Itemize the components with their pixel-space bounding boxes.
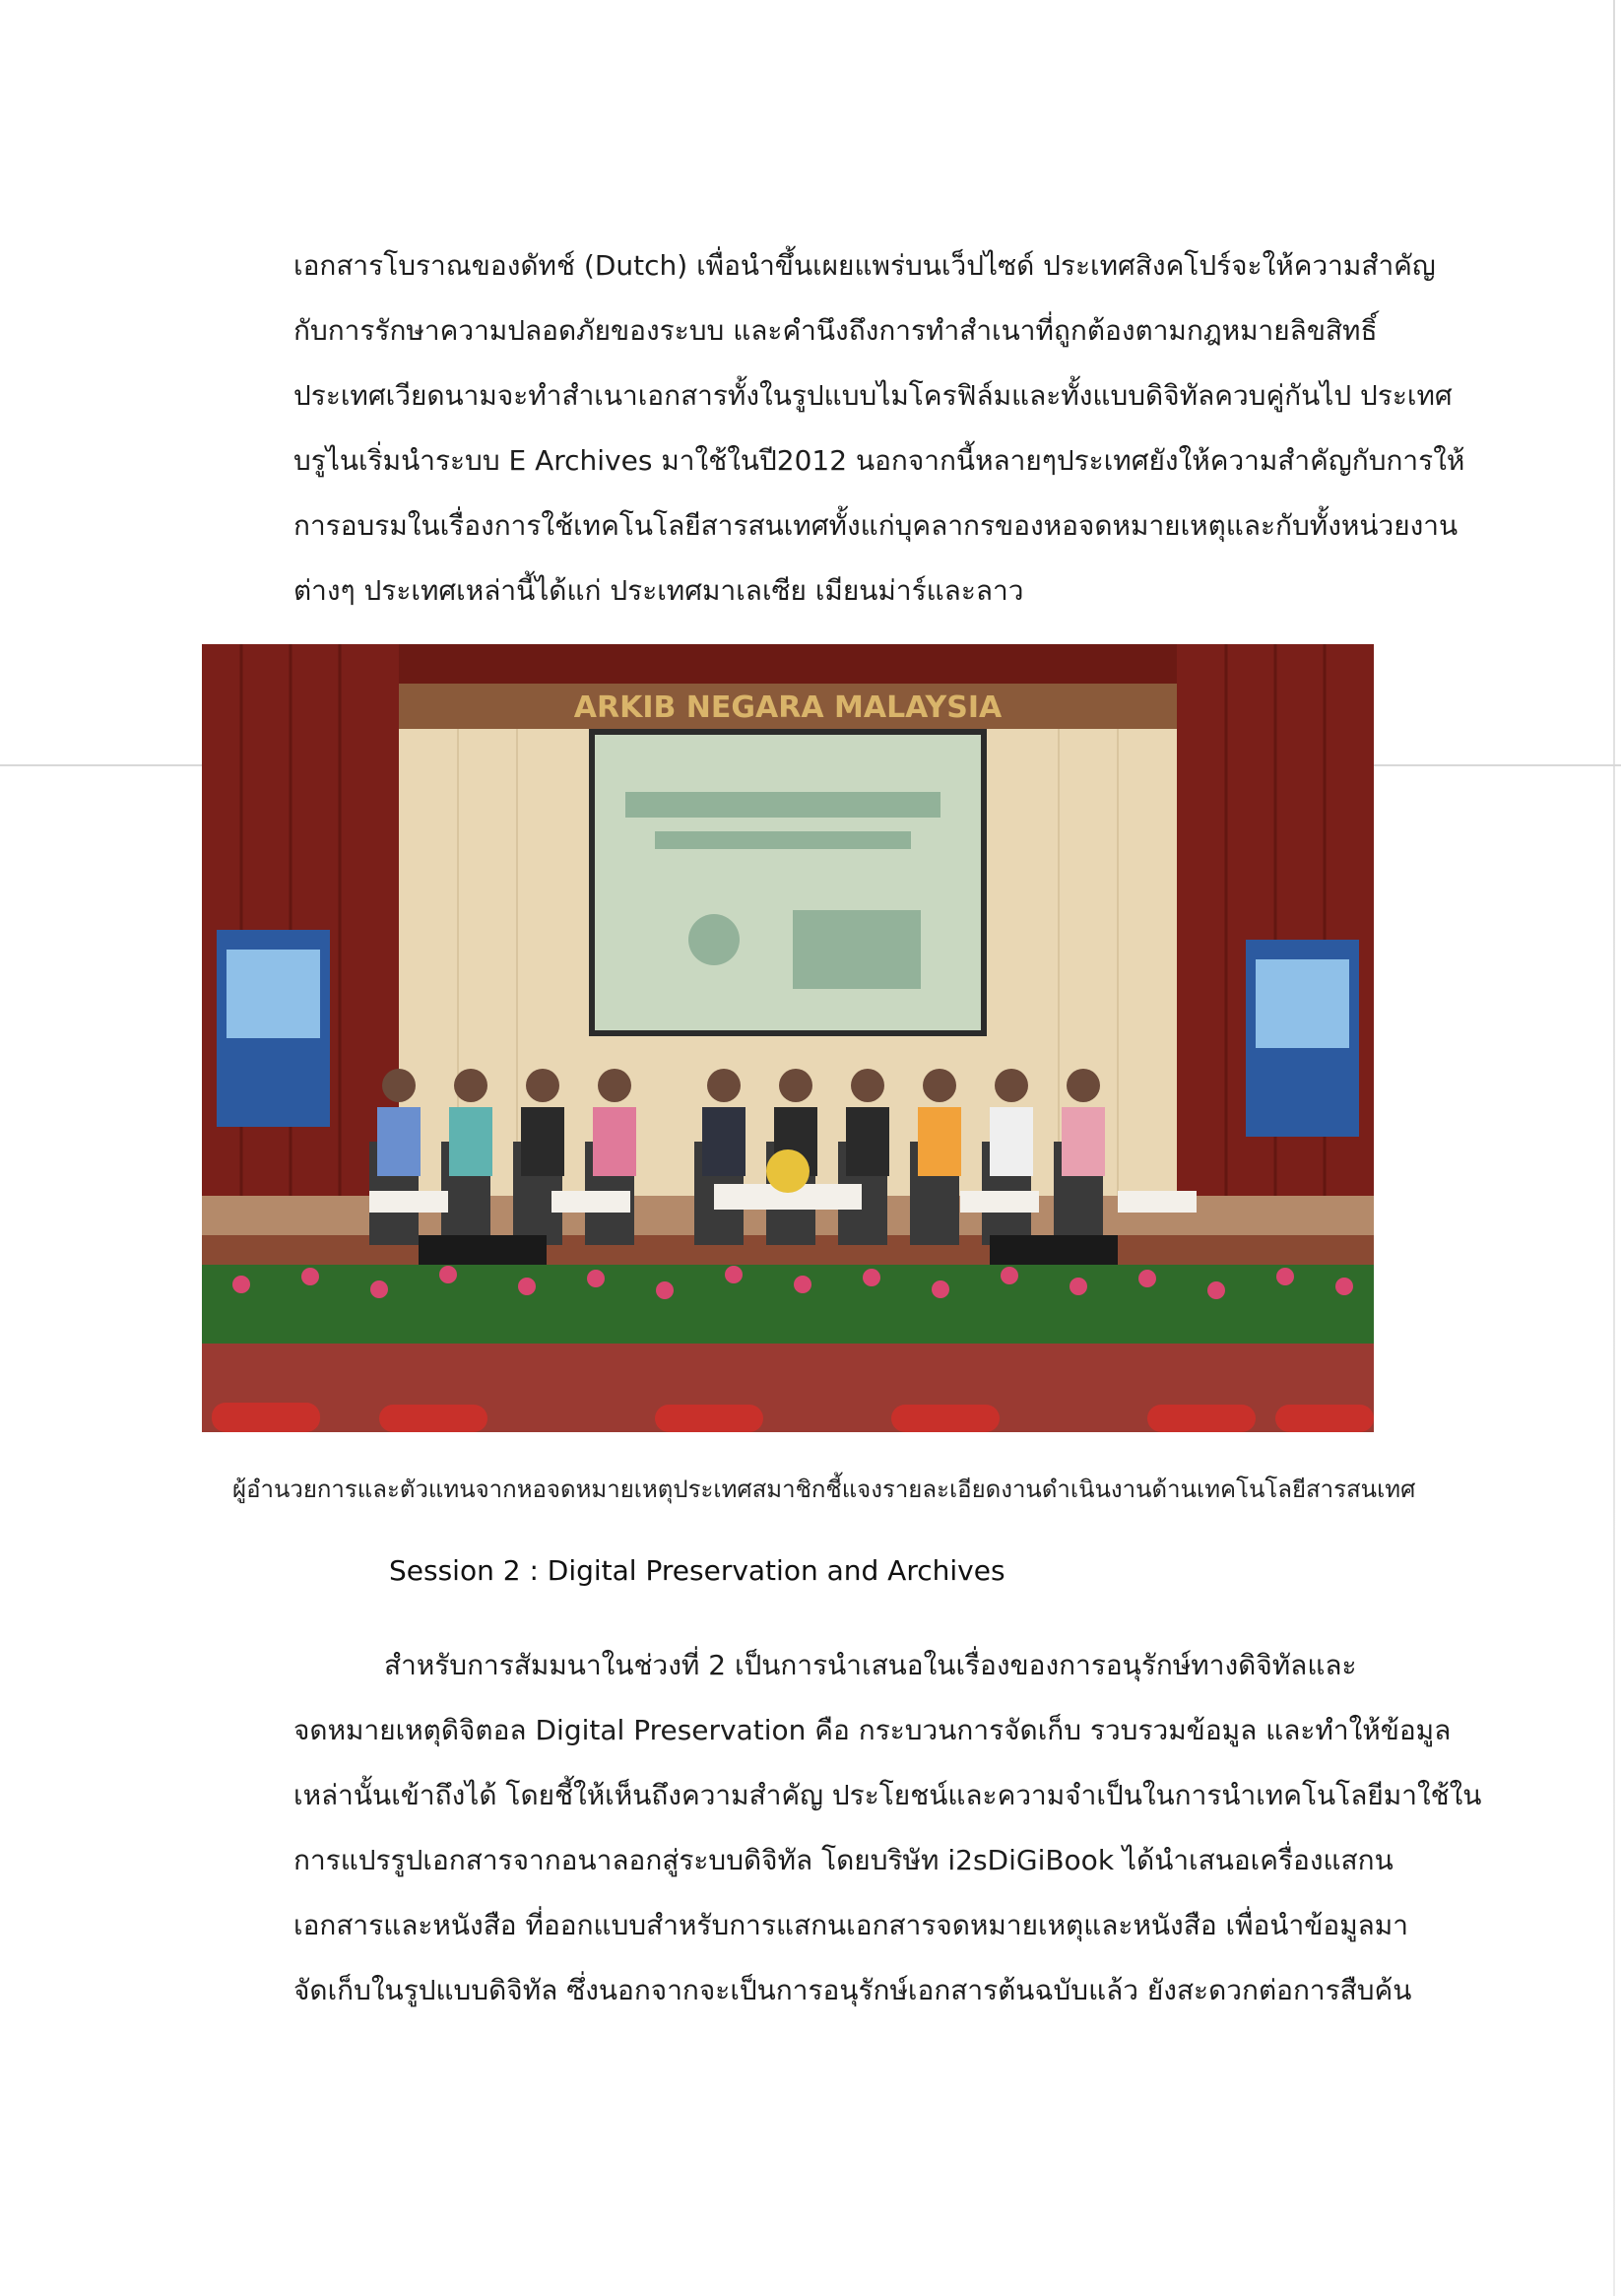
stage-foliage: [202, 1265, 1374, 1344]
side-table: [1118, 1191, 1197, 1213]
paragraph-line: เอกสารโบราณของดัทช์ (Dutch) เพื่อนำขึ้นเผยแพร่บนเว็ปไซด์ ประเทศสิงคโปร์จะให้ความสำคัญ: [293, 249, 1436, 282]
paragraph-line: จดหมายเหตุดิจิตอล Digital Preservation คือ กระบวนการจัดเก็บ รวบรวมข้อมูล และทำให้ข้อมูล: [293, 1714, 1452, 1746]
paragraph-line: เอกสารและหนังสือ ที่ออกแบบสำหรับการแสกนเอกสารจดหมายเหตุและหนังสือ เพื่อนำข้อมูลมา: [293, 1909, 1408, 1941]
side-table: [369, 1191, 448, 1213]
photo-caption: ผู้อำนวยการและตัวแทนจากหอจดหมายเหตุประเทศสมาชิกชี้แจงรายละเอียดงานดำเนินงานด้านเทคโนโลยีสารสนเทศ: [232, 1476, 1416, 1503]
paragraph-line: ต่างๆ ประเทศเหล่านี้ได้แก่ ประเทศมาเลเซีย เมียนม่าร์และลาว: [293, 574, 1024, 607]
paragraph-line: จัดเก็บในรูปแบบดิจิทัล ซึ่งนอกจากจะเป็นการอนุรักษ์เอกสารต้นฉบับแล้ว ยังสะดวกต่อการสืบค้น: [293, 1974, 1412, 2006]
seminar-photo: [202, 644, 1374, 1432]
side-table: [551, 1191, 630, 1213]
paragraph-line: การแปรรูปเอกสารจากอนาลอกสู่ระบบดิจิทัล โดยบริษัท i2sDiGiBook ได้นำเสนอเครื่องแสกน: [293, 1844, 1394, 1876]
side-table: [960, 1191, 1039, 1213]
paragraph-line: เหล่านั้นเข้าถึงได้ โดยชี้ให้เห็นถึงความสำคัญ ประโยชน์และความจำเป็นในการนำเทคโนโลยีมาใช้ใน: [293, 1779, 1482, 1811]
paragraph-line: สำหรับการสัมมนาในช่วงที่ 2 เป็นการนำเสนอในเรื่องของการอนุรักษ์ทางดิจิทัลและ: [384, 1649, 1357, 1681]
paragraph-line: กับการรักษาความปลอดภัยของระบบ และคำนึงถึงการทำสำเนาที่ถูกต้องตามกฎหมายลิขสิทธิ์: [293, 314, 1378, 347]
paragraph-line: บรูไนเริ่มนำระบบ E Archives มาใช้ในปี2012 นอกจากนี้หลายๆประเทศยังให้ความสำคัญกับการให้: [293, 444, 1465, 477]
flower-arrangement: [766, 1149, 810, 1193]
paragraph-2: [293, 1633, 1482, 2023]
projection-screen: [595, 735, 981, 1030]
paragraph-line: ประเทศเวียดนามจะทำสำเนาเอกสารทั้งในรูปแบบไมโครฟิล์มและทั้งแบบดิจิทัลควบคู่กันไป ประเทศ: [293, 379, 1453, 412]
section-heading: Session 2 : Digital Preservation and Archives: [389, 1554, 1005, 1587]
paragraph-line: การอบรมในเรื่องการใช้เทคโนโลยีสารสนเทศทั้งแก่บุคลากรของหอจดหมายเหตุและกับทั้งหน่วยงาน: [293, 509, 1459, 542]
sign-text: ARKIB NEGARA MALAYSIA: [573, 690, 1003, 725]
paragraph-1: [293, 233, 1465, 623]
scan-edge: [1613, 0, 1615, 2296]
